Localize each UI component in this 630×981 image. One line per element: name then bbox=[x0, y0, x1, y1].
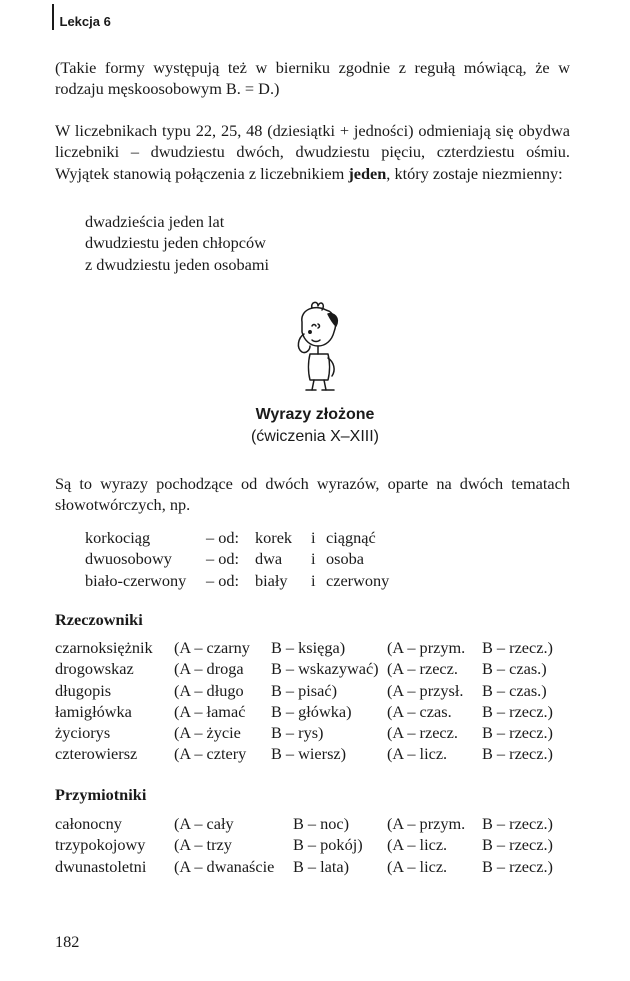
component-a: (A – dwanaście bbox=[174, 856, 275, 876]
component-b: B – pisać) bbox=[271, 680, 338, 700]
chapter-label: Lekcja 6 bbox=[59, 13, 111, 29]
component-a: (A – trzy bbox=[174, 835, 232, 855]
adjectives-heading: Przymiotniki bbox=[55, 785, 147, 804]
component-b: B – główka) bbox=[271, 701, 352, 721]
table-row bbox=[55, 701, 575, 722]
component-b: B – noc) bbox=[293, 814, 350, 833]
type-a: (A – rzecz. bbox=[387, 659, 458, 679]
numeral-examples bbox=[85, 211, 269, 275]
component-a: (A – cały bbox=[174, 814, 234, 833]
part-a: korek bbox=[255, 528, 293, 547]
component-a: (A – droga bbox=[174, 659, 244, 679]
type-b: B – rzecz.) bbox=[482, 638, 553, 657]
component-b: B – księga) bbox=[271, 638, 346, 657]
table-row bbox=[85, 548, 485, 569]
table-row bbox=[55, 856, 575, 877]
example-line: dwadzieścia jeden lat bbox=[85, 212, 225, 231]
table-row bbox=[55, 658, 575, 679]
adjectives-table bbox=[55, 813, 575, 877]
type-a: (A – rzecz. bbox=[387, 723, 458, 743]
component-b: B – wskazywać) bbox=[271, 659, 379, 679]
type-b: B – rzecz.) bbox=[482, 814, 553, 833]
nouns-heading: Rzeczowniki bbox=[55, 610, 143, 629]
conjunction: i bbox=[311, 549, 316, 569]
nouns-table bbox=[55, 637, 575, 765]
noun-word: czarnoksiężnik bbox=[55, 638, 153, 657]
table-row bbox=[55, 637, 575, 658]
from-label: – od: bbox=[206, 570, 240, 590]
table-row bbox=[55, 680, 575, 701]
type-a: (A – przym. bbox=[387, 638, 466, 657]
example-line: z dwudziestu jeden osobami bbox=[85, 254, 270, 274]
table-row bbox=[55, 743, 575, 764]
paragraph-numerals-text: W liczebnikach typu 22, 25, 48 (dziesiątki + jedności) odmieniają się obydwa liczebniki – dwudziestu dwóch, dwudziestu pięciu, czterdziestu ośmiu. Wyjątek stanowią połączenia z liczebnikiem bbox=[55, 121, 570, 183]
type-b: B – rzecz.) bbox=[482, 744, 553, 764]
part-b: ciągnąć bbox=[326, 528, 376, 547]
part-b: czerwony bbox=[326, 570, 390, 590]
type-a: (A – licz. bbox=[387, 835, 448, 855]
component-a: (A – cztery bbox=[174, 744, 247, 764]
running-header bbox=[52, 8, 111, 34]
type-a: (A – czas. bbox=[387, 701, 452, 721]
part-a: dwa bbox=[255, 549, 283, 569]
example-line: dwudziestu jeden chłopców bbox=[85, 233, 266, 253]
type-b: B – czas.) bbox=[482, 680, 547, 700]
part-b: osoba bbox=[326, 549, 364, 569]
noun-word: drogowskaz bbox=[55, 659, 134, 679]
component-b: B – rys) bbox=[271, 723, 324, 743]
component-a: (A – łamać bbox=[174, 701, 246, 721]
thinking-figure-illustration bbox=[288, 300, 344, 394]
type-b: B – rzecz.) bbox=[482, 701, 553, 721]
type-a: (A – licz. bbox=[387, 856, 448, 876]
table-row bbox=[85, 527, 485, 548]
conjunction: i bbox=[311, 570, 316, 590]
type-a: (A – przysł. bbox=[387, 680, 464, 700]
component-b: B – wiersz) bbox=[271, 744, 347, 764]
keyword-jeden: jeden bbox=[348, 163, 387, 183]
type-a: (A – przym. bbox=[387, 814, 466, 833]
paragraph-accusative-note: (Takie formy występują też w bierniku zgodnie z regułą mówiącą, że w rodzaju męskoosobowym B. = D.) bbox=[55, 58, 570, 99]
type-b: B – rzecz.) bbox=[482, 723, 553, 743]
adjective-word: całonocny bbox=[55, 814, 122, 833]
component-b: B – lata) bbox=[293, 856, 350, 876]
compound-examples-table bbox=[85, 527, 485, 591]
type-a: (A – licz. bbox=[387, 744, 448, 764]
section-title: Wyrazy złożone bbox=[255, 406, 375, 423]
noun-word: życiorys bbox=[55, 723, 111, 743]
type-b: B – rzecz.) bbox=[482, 835, 553, 855]
paragraph-numerals-end: , który zostaje niezmienny: bbox=[386, 163, 563, 183]
component-b: B – pokój) bbox=[293, 835, 363, 855]
table-row bbox=[85, 570, 485, 591]
table-row bbox=[55, 813, 575, 834]
component-a: (A – życie bbox=[174, 723, 241, 743]
noun-word: czterowiersz bbox=[55, 744, 138, 764]
header-rule bbox=[52, 4, 54, 30]
compound-word: dwuosobowy bbox=[85, 549, 172, 569]
component-a: (A – długo bbox=[174, 680, 244, 700]
page-number: 182 bbox=[55, 932, 80, 951]
table-row bbox=[55, 722, 575, 743]
part-a: biały bbox=[255, 570, 288, 590]
conjunction: i bbox=[311, 528, 316, 547]
table-row bbox=[55, 834, 575, 855]
from-label: – od: bbox=[206, 528, 240, 547]
noun-word: łamigłówka bbox=[55, 701, 132, 721]
compound-word: biało-czerwony bbox=[85, 570, 187, 590]
type-b: B – czas.) bbox=[482, 659, 547, 679]
component-a: (A – czarny bbox=[174, 638, 250, 657]
paragraph-compounds: Są to wyrazy pochodzące od dwóch wyrazów, oparte na dwóch tematach słowotwórczych, np. bbox=[55, 474, 570, 515]
noun-word: długopis bbox=[55, 680, 112, 700]
adjective-word: dwunastoletni bbox=[55, 856, 147, 876]
type-b: B – rzecz.) bbox=[482, 856, 553, 876]
adjective-word: trzypokojowy bbox=[55, 835, 146, 855]
from-label: – od: bbox=[206, 549, 240, 569]
paragraph-numerals bbox=[55, 120, 570, 184]
section-subtitle: (ćwiczenia X–XIII) bbox=[250, 428, 380, 445]
compound-word: korkociąg bbox=[85, 528, 151, 547]
